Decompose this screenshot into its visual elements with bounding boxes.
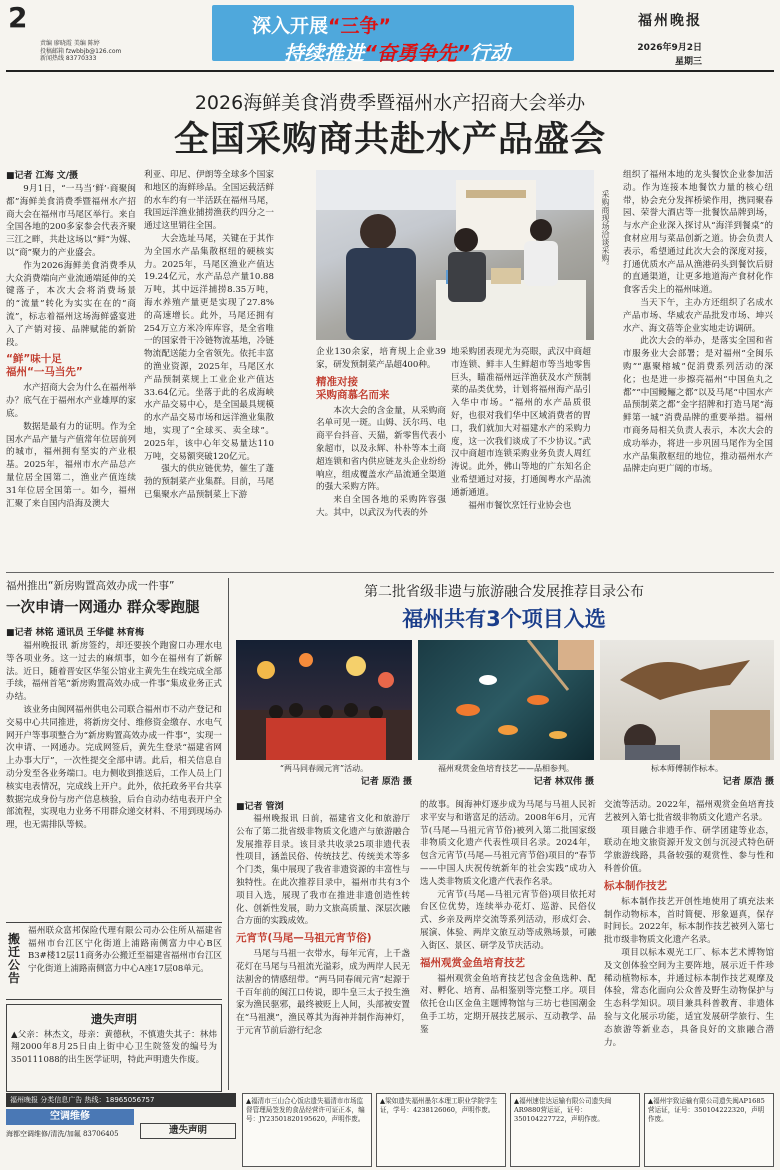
banner-line-2: 持续推进“奋勇争先”行动 [284, 41, 510, 65]
relocation-notice [6, 922, 222, 1000]
notice-text: 福州联众富邦保险代理有限公司办公住所从福建省福州市台江区宁化街道上浦路南侧富力中心B区B3#楼12层11商务办公搬迁至福建省福州市台江区宁化街道上浦路南侧富力中心A座17层08单元。 [28, 926, 222, 974]
heritage-subhead-1: 元宵节(马尾—马祖元宵节俗) [236, 932, 372, 945]
trade-fair-photo [316, 170, 594, 340]
para: 地采购团表现尤为亮眼，武汉中商超市连锁、鲜丰人生鲜超市等当地零售巨头，瞄准福州远洋渔获及水产预制菜的品类优势，计划将福州海产品引入华中市场。“福州的水产品质很好，也很对我们华中区域消费者的胃口，我们就加大对福建水产的采购力度，这一次我们谈成了不少协议。”武汉中商超市连锁采购业务负责人周红涛说。此外，佛山等地的广东知名企业希望通过对接，打通闽粤水产品流通新通道。 [451, 347, 591, 498]
side-headline: 一次申请一网通办 群众零跑腿 [6, 600, 200, 616]
lead-column-4 [451, 346, 591, 512]
para: 福州市餐饮烹饪行业协会也 [468, 500, 572, 511]
goldfish-photo [418, 640, 594, 760]
photo-caption: 采购商现场洽谈采购。 [601, 190, 610, 270]
side-byline: ■记者 林铭 通讯员 王华健 林育梅 [6, 628, 145, 638]
footer-lost-head: 遗失声明 [140, 1123, 236, 1139]
photo-caption-2: 福州观赏金鱼培育技艺——品相参判。 记者 林双伟 摄 [438, 764, 594, 787]
meta-line: 责编 廖晓霞 美编 陈婷 [40, 40, 100, 47]
section-divider [6, 572, 774, 573]
goldfish-illustration [418, 640, 594, 760]
header-rule [6, 70, 774, 72]
para: 企业130余家，培育规上企业39家，研发预制菜产品超400种。 [316, 347, 446, 370]
para: 来自全国各地的采购阵容强大。其中，以武汉为代表的外 [316, 495, 446, 518]
photo-caption-1: “两马同春闹元宵”活动。 记者 原浩 摄 [279, 764, 412, 787]
lead-column-3 [316, 346, 446, 520]
lost-notice-title: 遗失声明 [91, 1012, 137, 1026]
column-rule [228, 578, 229, 1090]
side-body [6, 640, 222, 832]
para: 组织了福州本地的龙头餐饮企业参加活动。作为连接本地餐饮力量的核心纽带，协会充分发挥桥梁作用，携同聚春园、荣誉大酒店等一批餐饮品牌到场，与水产企业深入探讨从“海洋到餐桌”的食材应用与菜品创新之道。协会负责人表示，希望通过此次大会的深度对接，打通优质水产品从渔港码头到餐饮后厨的直通渠道，让更多地道海产食材化作食客舌尖上的福州味道。 [623, 170, 773, 296]
side-kicker: 福州推出“新房购置高效办成一件事” [6, 580, 175, 592]
para: 福州晚报讯 新房签约，却还要挨个跑窗口办理水电等各项业务。这一过去的麻烦事，如今在福州有了新解法。近日，随着晋安区华玺公馆业主黄先生在线完成全部手续，福州首笔“新房购置高效办成一件事”集成业务正式办结。 [6, 641, 222, 703]
para: 当天下午，主办方还组织了名成水产品市场、华威农产品批发市场、坤兴水产、海文蓓等企业实地走访调研。 [623, 297, 773, 334]
lantern-festival-photo [236, 640, 412, 760]
weekday: 星期三 [674, 57, 702, 67]
heritage-column-2 [420, 799, 596, 1037]
para: 本次大会的含金量，从采购商名单可见一斑。山姆、沃尔玛、电商平台抖音、天猫，新零售代表小象超市，以及永辉、朴朴等本土商超连锁和省内供应链龙头企业纷纷响应，组成覆盖水产品流通全渠道的强大采购方阵。 [316, 405, 446, 493]
para: 利亚、印尼、伊朗等全球多个国家和地区的海鲜珍品。全国运载活鲜的水车约有一半活跃在福州马尾，我国远洋渔业捕捞渔获约四分之一通过这里销往全国。 [144, 170, 274, 232]
taxidermy-photo [600, 640, 774, 760]
heritage-kicker: 第二批省级非遗与旅游融合发展推荐目录公布 [364, 584, 644, 600]
heritage-headline: 福州共有3个项目入选 [402, 607, 606, 631]
para: 项目以标本观光工厂、标本艺术博物馆及文创体验空间为主要阵地，展示近千件珍稀动植物标本，并通过标本制作技艺观摩及体验，常态化面向公众普及野生动物保护与生态科学知识。项目兼具科普教育、非遗体验与文化展示功能，适宜发展研学旅行、生态旅游等新业态，具备良好的文旅融合潜力。 [604, 947, 774, 1048]
taxidermy-illustration [600, 640, 774, 760]
notice-label: 搬迁公告 [8, 932, 21, 985]
issue-date: 2026年9月2日 [637, 43, 702, 53]
campaign-banner [212, 5, 574, 65]
para: 福州晚报讯 日前，福建省文化和旅游厅公布了第二批省级非物质文化遗产与旅游融合发展推荐目录。该目录共收录25项非遗代表性项目，涵盖民俗、传统技艺、传统美术等多个门类，集中展现了我省非遗资源的丰富性与独特性。在此次推荐目录中，福州市共有3个项目入选，展现了我市在推进非遗创造性转化、创新性发展，助力文旅高质量、深层次融合方面的实践成效。 [236, 814, 410, 927]
para: 元宵节(马尾—马祖元宵节俗)项目依托对台区位优势，连续举办花灯、巡游、民俗仪式、乡亲及两岸交流等系列活动，形成灯会、展演、体验、两岸文旅互动等成熟场景，可融入街区、景区、研学及节庆活动。 [420, 889, 596, 951]
lead-byline: ■记者 江海 文/摄 [6, 171, 79, 181]
para: 数据是最有力的证明。作为全国水产品产量与产值常年位居前列的城市，福州拥有坚实的产业根基。2025年，福州市水产品总产量位居全国第二，渔业产值连续31年位居全国第一。如今，福州汇聚了来自国内沿海及澳大 [6, 421, 136, 509]
classified-ad: ▲福州宇致运输有限公司遗失闽AP1685营运证，证号：350104222320，声明作废。 [644, 1093, 774, 1167]
service-label: 空调维修 [6, 1109, 134, 1125]
classified-ad: ▲福州速佳达运输有限公司遗失闽AR9880营运证，证号：350104227722，声明作废。 [510, 1093, 640, 1167]
para: 作为2026海鲜美食消费季从大众消费端向产业流通端延伸的关键落子，本次大会将消费场景的“流量”转化为实实在在的“商流”，标志着福州这场海鲜盛宴进入了产销对接、品牌赋能的新阶段。 [6, 260, 136, 348]
heritage-column-3 [604, 799, 774, 1049]
trade-fair-illustration [316, 170, 594, 340]
para: 大会选址马尾，关键在于其作为全国水产品集散枢纽的硬核实力。2025年，马尾区渔业产值达19.24亿元，水产品总产量10.88万吨，其中远洋捕捞8.35万吨，海水养殖产量更是实现了27.8%的高速增长。此外，马尾还拥有254万立方米冷库库容，是全省唯一的国家骨干冷链物流基地，冷链物流配送能力全省领先。依托丰富的渔业资源，2025年，马尾区水产品预制菜规上工业企业产值达33.64亿元。坐落于此的名成海峡水产品交易中心，是全国最具规模的水产品交易市场和远洋渔业集散地，实现了“全球买、卖全球”。2025年，该中心年交易量达110万吨，交易额突破120亿元。 [144, 233, 274, 462]
para: 标本制作技艺开创性地使用了填充法来制作动物标本，首时简便、形象逼真，保存时间长。2022年，标本制作技艺被列入第七批市级非物质文化遗产名录。 [604, 896, 774, 946]
para: 该业务由闽网福州供电公司联合福州市不动产登记和交易中心共同推进，将新房交付、维修资金缴存、水电气网开户等事项整合为“新房购置高效办成一件事”，实现一次申请、一网通办。完成网签后，黄先生登录“福建省网上办事大厅”，一次性提交全部申请。此后，相关信息自动分发至各业务端口。电力侧收到推送后，工作人员上门核实电表情况，完成线上开户。此外，依托政务平台共享数据完成身份与房产信息核验，后台自动办结电表开户全部流程，实现电力业务不用群众递交材料、不用到现场办理，也无需排队等候。 [6, 704, 222, 831]
lead-column-2 [144, 169, 274, 502]
heritage-byline: ■记者 管浏 [236, 802, 284, 812]
para: 水产招商大会为什么在福州举办？底气在于福州水产业雄厚的家底。 [6, 383, 136, 419]
lead-column-1 [6, 183, 136, 510]
lost-notice-box [6, 1004, 222, 1092]
para: 项目融合非遗手作、研学团建等业态，联动在地文旅资源开发文创与沉浸式特色研学旅游线路，具备较强的观赏性、参与性和科普价值。 [604, 825, 774, 874]
meta-line: 新闻热线 83770333 [40, 55, 97, 62]
service-text: 海都空调维修/清洗/加氟 83706405 [6, 1130, 119, 1138]
page-number: 2 [8, 1, 28, 34]
lantern-illustration [236, 640, 412, 760]
classified-ad: ▲福清市三山合心饭店遗失福清市市场监督管理局签发的食品经营许可证正本，编号：JY23501820195620，声明作废。 [242, 1093, 372, 1167]
para: 福州观赏金鱼培育技艺包含金鱼选种、配对、孵化、培育、品相鉴别等完整工序。项目依托仓山区金鱼主题博物馆与三坊七巷国潮金鱼手工坊，定期开展技艺展示、互动教学、品鉴 [420, 973, 596, 1035]
para: 的故事。闽海神灯逐步成为马尾与马祖人民祈求平安与和谐富足的活动。2008年6月，元宵节(马尾—马祖元宵节俗)被列入第二批国家级非物质文化遗产代表性项目名录。2024年，包含元宵节(马尾—马祖元宵节俗)项目的“春节——中国人庆祝传统新年的社会实践”成功入选人类非物质文化遗产代表作名录。 [420, 800, 596, 887]
editor-meta [40, 40, 121, 63]
para: 交流等活动。2022年，福州观赏金鱼培育技艺被列入第七批省级非物质文化遗产名录。 [604, 800, 774, 823]
masthead: 福州晚报 [638, 13, 702, 29]
lead-subhead-1: “鲜”味十足 福州“一马当先” [6, 353, 83, 379]
banner-line-1: 深入开展“三争” [252, 15, 391, 37]
lead-kicker: 2026海鲜美食消费季暨福州水产招商大会举办 [194, 92, 586, 114]
para: 强大的供应链优势，催生了蓬勃的预制菜产业集群。目前，马尾已集聚水产品预制菜上下游 [144, 464, 274, 500]
classified-ad: ▲梁如遗失福州墨尔本理工职业学院学生证，学号：4238126060，声明作废。 [376, 1093, 506, 1167]
heritage-subhead-2: 福州观赏金鱼培育技艺 [420, 956, 525, 969]
heritage-subhead-3: 标本制作技艺 [604, 879, 667, 892]
classifieds-footer [6, 1093, 774, 1167]
para: 马尾与马祖一衣带水，每年元宵，上千盏花灯在马尾与马祖流光溢彩，成为两岸人民无法割舍的情感纽带。“两马同春闹元宵”起源于千百年前的闽江口传说，即牛皇三太子投生渔家为渔民驱邪，最终被贬上人间，头部被安置在“马祖澳”，渔民尊其为海神并制作海神灯，于元宵节前后游行纪念 [236, 949, 410, 1036]
lead-headline: 全国采购商共赴水产品盛会 [173, 120, 606, 160]
classifieds-bar: 福州晚报 分类信息广告 热线：18965056757 [6, 1093, 236, 1107]
photo-caption-3: 标本师傅制作标本。 记者 原浩 摄 [651, 764, 774, 787]
meta-line: 投稿邮箱 fzwbbjb@126.com [40, 47, 122, 55]
heritage-column-1 [236, 813, 410, 1038]
lead-subhead-2: 精准对接 采购商慕名而来 [316, 375, 390, 401]
lead-column-5 [623, 169, 773, 476]
lost-notice-text: ▲父亲：林杰文，母亲：黄德秋，不慎遗失其子：林炜翔2000年8月25日由上街中心卫生院签发的编号为350111088的出生医学证明，特此声明遗失作废。 [11, 1030, 217, 1065]
para: 9月1日，“一马当‘鲜’·商聚闽都”海鲜美食消费季暨福州水产招商大会在福州市马尾区举行。来自全国各地的200多家参会代表齐聚三江之畔，共赴这场以“鲜”为媒、以“商”聚力的产业盛会。 [6, 184, 136, 258]
para: 此次大会的举办，是落实全国和省市服务业大会部署；是对福州“全闽乐购”“惠聚榕城”促消费系列活动的深化；也是进一步擦亮福州“中国鱼丸之都”“中国鳗鲡之都”以及马尾“中国水产品预制菜之都”金字招牌和打造马尾“海鲜第一城”消费品牌的重要举措。福州市商务局相关负责人表示，本次大会的成功举办，将进一步巩固马尾作为全国水产品集散枢纽的地位，推动福州水产品牌走向更广阔的市场。 [623, 336, 773, 475]
